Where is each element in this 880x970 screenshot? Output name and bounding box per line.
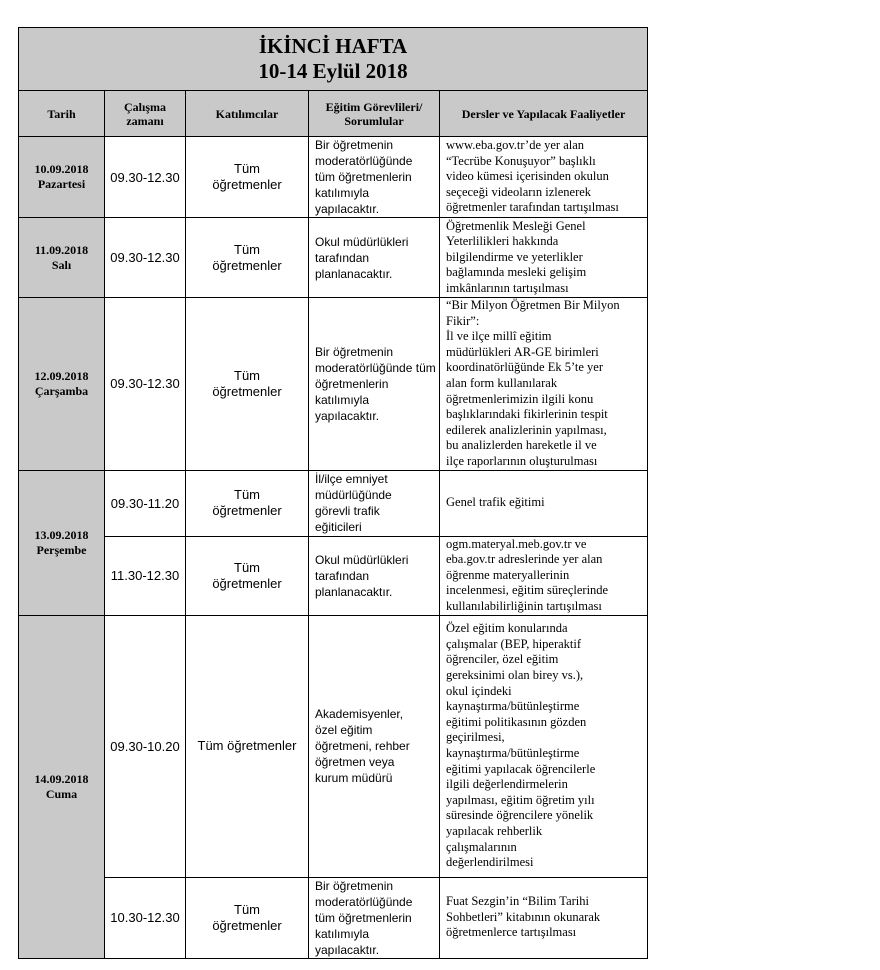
date-cell	[19, 137, 105, 218]
time-cell: 09.30-12.30	[105, 218, 186, 298]
activities-cell: Genel trafik eğitimi	[440, 470, 648, 536]
schedule-table	[18, 27, 648, 959]
column-header-katilimcilar: Katılımcılar	[186, 91, 309, 137]
column-header-tarih: Tarih	[19, 91, 105, 137]
responsible-cell: Bir öğretmenin moderatörlüğünde tüm öğretmenlerin katılımıyla yapılacaktır.	[309, 877, 440, 958]
table-row	[19, 218, 648, 298]
responsible-cell: Akademisyenler, özel eğitim öğretmeni, rehber öğretmen veya kurum müdürü	[309, 615, 440, 877]
time-cell: 09.30-10.20	[105, 615, 186, 877]
time-cell: 09.30-12.30	[105, 137, 186, 218]
day-text: Çarşamba	[34, 383, 89, 398]
date-cell	[19, 470, 105, 615]
column-header-dersler: Dersler ve Yapılacak Faaliyetler	[440, 91, 648, 137]
table-row	[19, 615, 648, 877]
date-text: 11.09.2018	[34, 242, 89, 257]
responsible-cell: Okul müdürlükleri tarafından planlanacaktır.	[309, 536, 440, 615]
date-cell	[19, 218, 105, 298]
activities-cell: www.eba.gov.tr’de yer alan “Tecrübe Konuşuyor” başlıklı video kümesi içerisinden okulun seçeceği videoların izlenerek öğretmenler tarafından tartışılması	[440, 137, 648, 218]
activities-cell: Fuat Sezgin’in “Bilim Tarihi Sohbetleri” kitabının okunarak öğretmenlerce tartışılması	[440, 877, 648, 958]
day-text: Pazartesi	[37, 177, 86, 191]
title-row	[19, 28, 648, 91]
day-text: Cuma	[45, 786, 78, 801]
time-cell: 10.30-12.30	[105, 877, 186, 958]
participants-cell: Tüm öğretmenler	[186, 298, 309, 471]
date-cell	[19, 298, 105, 471]
header-row	[19, 91, 648, 137]
week-dates: 10-14 Eylül 2018	[258, 59, 408, 83]
activities-cell: Özel eğitim konularında çalışmalar (BEP, hiperaktif öğrenciler, özel eğitim gereksinimi olan birey vs.), okul içindeki kaynaştırma/bütünleştirme eğitimi politikasının gözden geçirilmesi, kaynaştırma/bütünleştirme eğitimi yapılacak öğrencilerle ilgili değerlendirmelerin yapılması, eğitim öğretim yılı süresinde öğrencilere yönelik yapılacak rehberlik çalışmalarının değerlendirilmesi	[440, 615, 648, 877]
time-cell: 09.30-12.30	[105, 298, 186, 471]
week-title: İKİNCİ HAFTA	[258, 34, 408, 58]
table-row	[19, 470, 648, 536]
activities-cell: ogm.materyal.meb.gov.tr ve eba.gov.tr adreslerinde yer alan öğrenme materyallerinin incelenmesi, eğitim süreçlerinde kullanılabilirliğinin tartışılması	[440, 536, 648, 615]
participants-cell: Tüm öğretmenler	[186, 536, 309, 615]
activities-cell: “Bir Milyon Öğretmen Bir Milyon Fikir”: İl ve ilçe millî eğitim müdürlükleri AR-GE birimleri koordinatörlüğünde Ek 5’te yer alan form kullanılarak öğretmenlerimizin ilgili konu başlıklarındaki fikirlerinin tespit edilerek analizlerinin yapılması, bu analizlerden hareketle il ve ilçe raporlarının oluşturulması	[440, 298, 648, 471]
time-cell: 09.30-11.20	[105, 470, 186, 536]
responsible-cell: Bir öğretmenin moderatörlüğünde tüm öğretmenlerin katılımıyla yapılacaktır.	[309, 298, 440, 471]
participants-cell: Tüm öğretmenler	[186, 218, 309, 298]
participants-cell: Tüm öğretmenler	[186, 877, 309, 958]
date-text: 14.09.2018	[34, 771, 89, 786]
date-cell	[19, 615, 105, 958]
date-text: 10.09.2018	[34, 162, 89, 176]
activities-cell: Öğretmenlik Mesleği Genel Yeterlilikleri hakkında bilgilendirme ve yeterlikler bağlamında mesleki gelişim imkânlarının tartışılması	[440, 218, 648, 298]
time-cell: 11.30-12.30	[105, 536, 186, 615]
responsible-cell: İl/ilçe emniyet müdürlüğünde görevli trafik eğiticileri	[309, 470, 440, 536]
table-row	[19, 137, 648, 218]
responsible-cell: Bir öğretmenin moderatörlüğünde tüm öğretmenlerin katılımıyla yapılacaktır.	[309, 137, 440, 218]
day-text: Salı	[51, 257, 72, 272]
column-header-calisma-zamani: Çalışma zamanı	[105, 91, 186, 137]
day-text: Perşembe	[36, 542, 87, 557]
date-text: 12.09.2018	[34, 368, 89, 383]
table-row	[19, 298, 648, 471]
table-row	[19, 877, 648, 958]
date-text: 13.09.2018	[34, 527, 89, 542]
responsible-cell: Okul müdürlükleri tarafından planlanacaktır.	[309, 218, 440, 298]
title-cell	[19, 28, 648, 91]
column-header-gorevliler: Eğitim Görevlileri/ Sorumlular	[309, 91, 440, 137]
table-row	[19, 536, 648, 615]
participants-cell: Tüm öğretmenler	[186, 470, 309, 536]
participants-cell: Tüm öğretmenler	[186, 137, 309, 218]
participants-cell: Tüm öğretmenler	[186, 615, 309, 877]
